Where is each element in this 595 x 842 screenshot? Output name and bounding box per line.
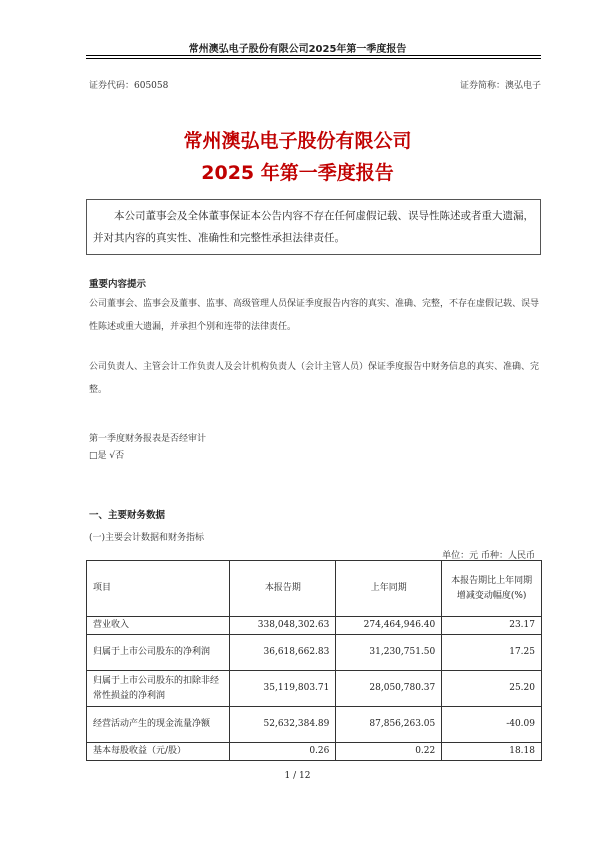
table-header-row bbox=[87, 561, 542, 617]
row-label: 经营活动产生的现金流量净额 bbox=[87, 707, 230, 743]
audit-answer: □是 √否 bbox=[89, 451, 125, 461]
important-para-2: 公司负责人、主管会计工作负责人及会计机构负责人（会计主管人员）保证季度报告中财务信息的真实、准确、完整。 bbox=[89, 362, 540, 395]
row-change: 17.25 bbox=[442, 635, 542, 671]
subsection-heading: (一)主要会计数据和财务指标 bbox=[89, 533, 205, 543]
row-current: 0.26 bbox=[230, 743, 336, 761]
row-label: 归属于上市公司股东的扣除非经常性损益的净利润 bbox=[87, 671, 230, 707]
table-row bbox=[87, 743, 542, 761]
row-prior: 28,050,780.37 bbox=[336, 671, 442, 707]
table-row bbox=[87, 671, 542, 707]
report-title-company: 常州澳弘电子股份有限公司 bbox=[183, 130, 412, 152]
row-current: 338,048,302.63 bbox=[230, 617, 336, 635]
row-current: 36,618,662.83 bbox=[230, 635, 336, 671]
row-label: 营业收入 bbox=[87, 617, 230, 635]
important-heading: 重要内容提示 bbox=[89, 279, 147, 290]
financial-indicators-table bbox=[86, 560, 542, 761]
row-prior: 0.22 bbox=[336, 743, 442, 761]
row-prior: 87,856,263.05 bbox=[336, 707, 442, 743]
row-prior: 274,464,946.40 bbox=[336, 617, 442, 635]
report-title-period: 2025 年第一季度报告 bbox=[201, 162, 394, 184]
row-change: 25.20 bbox=[442, 671, 542, 707]
table-row bbox=[87, 707, 542, 743]
row-current: 52,632,384.89 bbox=[230, 707, 336, 743]
header-current-period: 本报告期 bbox=[230, 561, 336, 617]
table-row bbox=[87, 617, 542, 635]
header-prior-year-period: 上年同期 bbox=[336, 561, 442, 617]
row-change: -40.09 bbox=[442, 707, 542, 743]
row-label: 基本每股收益（元/股） bbox=[87, 743, 230, 761]
section-main-financial-data: 一、主要财务数据 bbox=[89, 510, 166, 521]
row-prior: 31,230,751.50 bbox=[336, 635, 442, 671]
header-item: 项目 bbox=[87, 561, 230, 617]
running-header: 常州澳弘电子股份有限公司2025年第一季度报告 bbox=[188, 44, 407, 55]
row-change: 18.18 bbox=[442, 743, 542, 761]
notice-box bbox=[86, 199, 541, 255]
unit-label: 单位：元 币种：人民币 bbox=[442, 551, 535, 561]
page-number: 1 / 12 bbox=[284, 771, 311, 781]
notice-text: 本公司董事会及全体董事保证本公告内容不存在任何虚假记载、误导性陈述或者重大遗漏，并对其内容的真实性、准确性和完整性承担法律责任。 bbox=[93, 210, 534, 244]
header-rule bbox=[86, 55, 541, 56]
header-change-percent: 本报告期比上年同期增减变动幅度(%) bbox=[442, 561, 542, 617]
row-current: 35,119,803.71 bbox=[230, 671, 336, 707]
table-row bbox=[87, 635, 542, 671]
header-rule-thin bbox=[86, 58, 541, 59]
row-label: 归属于上市公司股东的净利润 bbox=[87, 635, 230, 671]
stock-short-name: 证券简称：澳弘电子 bbox=[459, 81, 541, 91]
audit-question: 第一季度财务报表是否经审计 bbox=[89, 434, 207, 444]
row-change: 23.17 bbox=[442, 617, 542, 635]
stock-code: 证券代码：605058 bbox=[89, 81, 169, 91]
important-para-1: 公司董事会、监事会及董事、监事、高级管理人员保证季度报告内容的真实、准确、完整，不存在虚假记载、误导性陈述或重大遗漏，并承担个别和连带的法律责任。 bbox=[89, 299, 540, 332]
